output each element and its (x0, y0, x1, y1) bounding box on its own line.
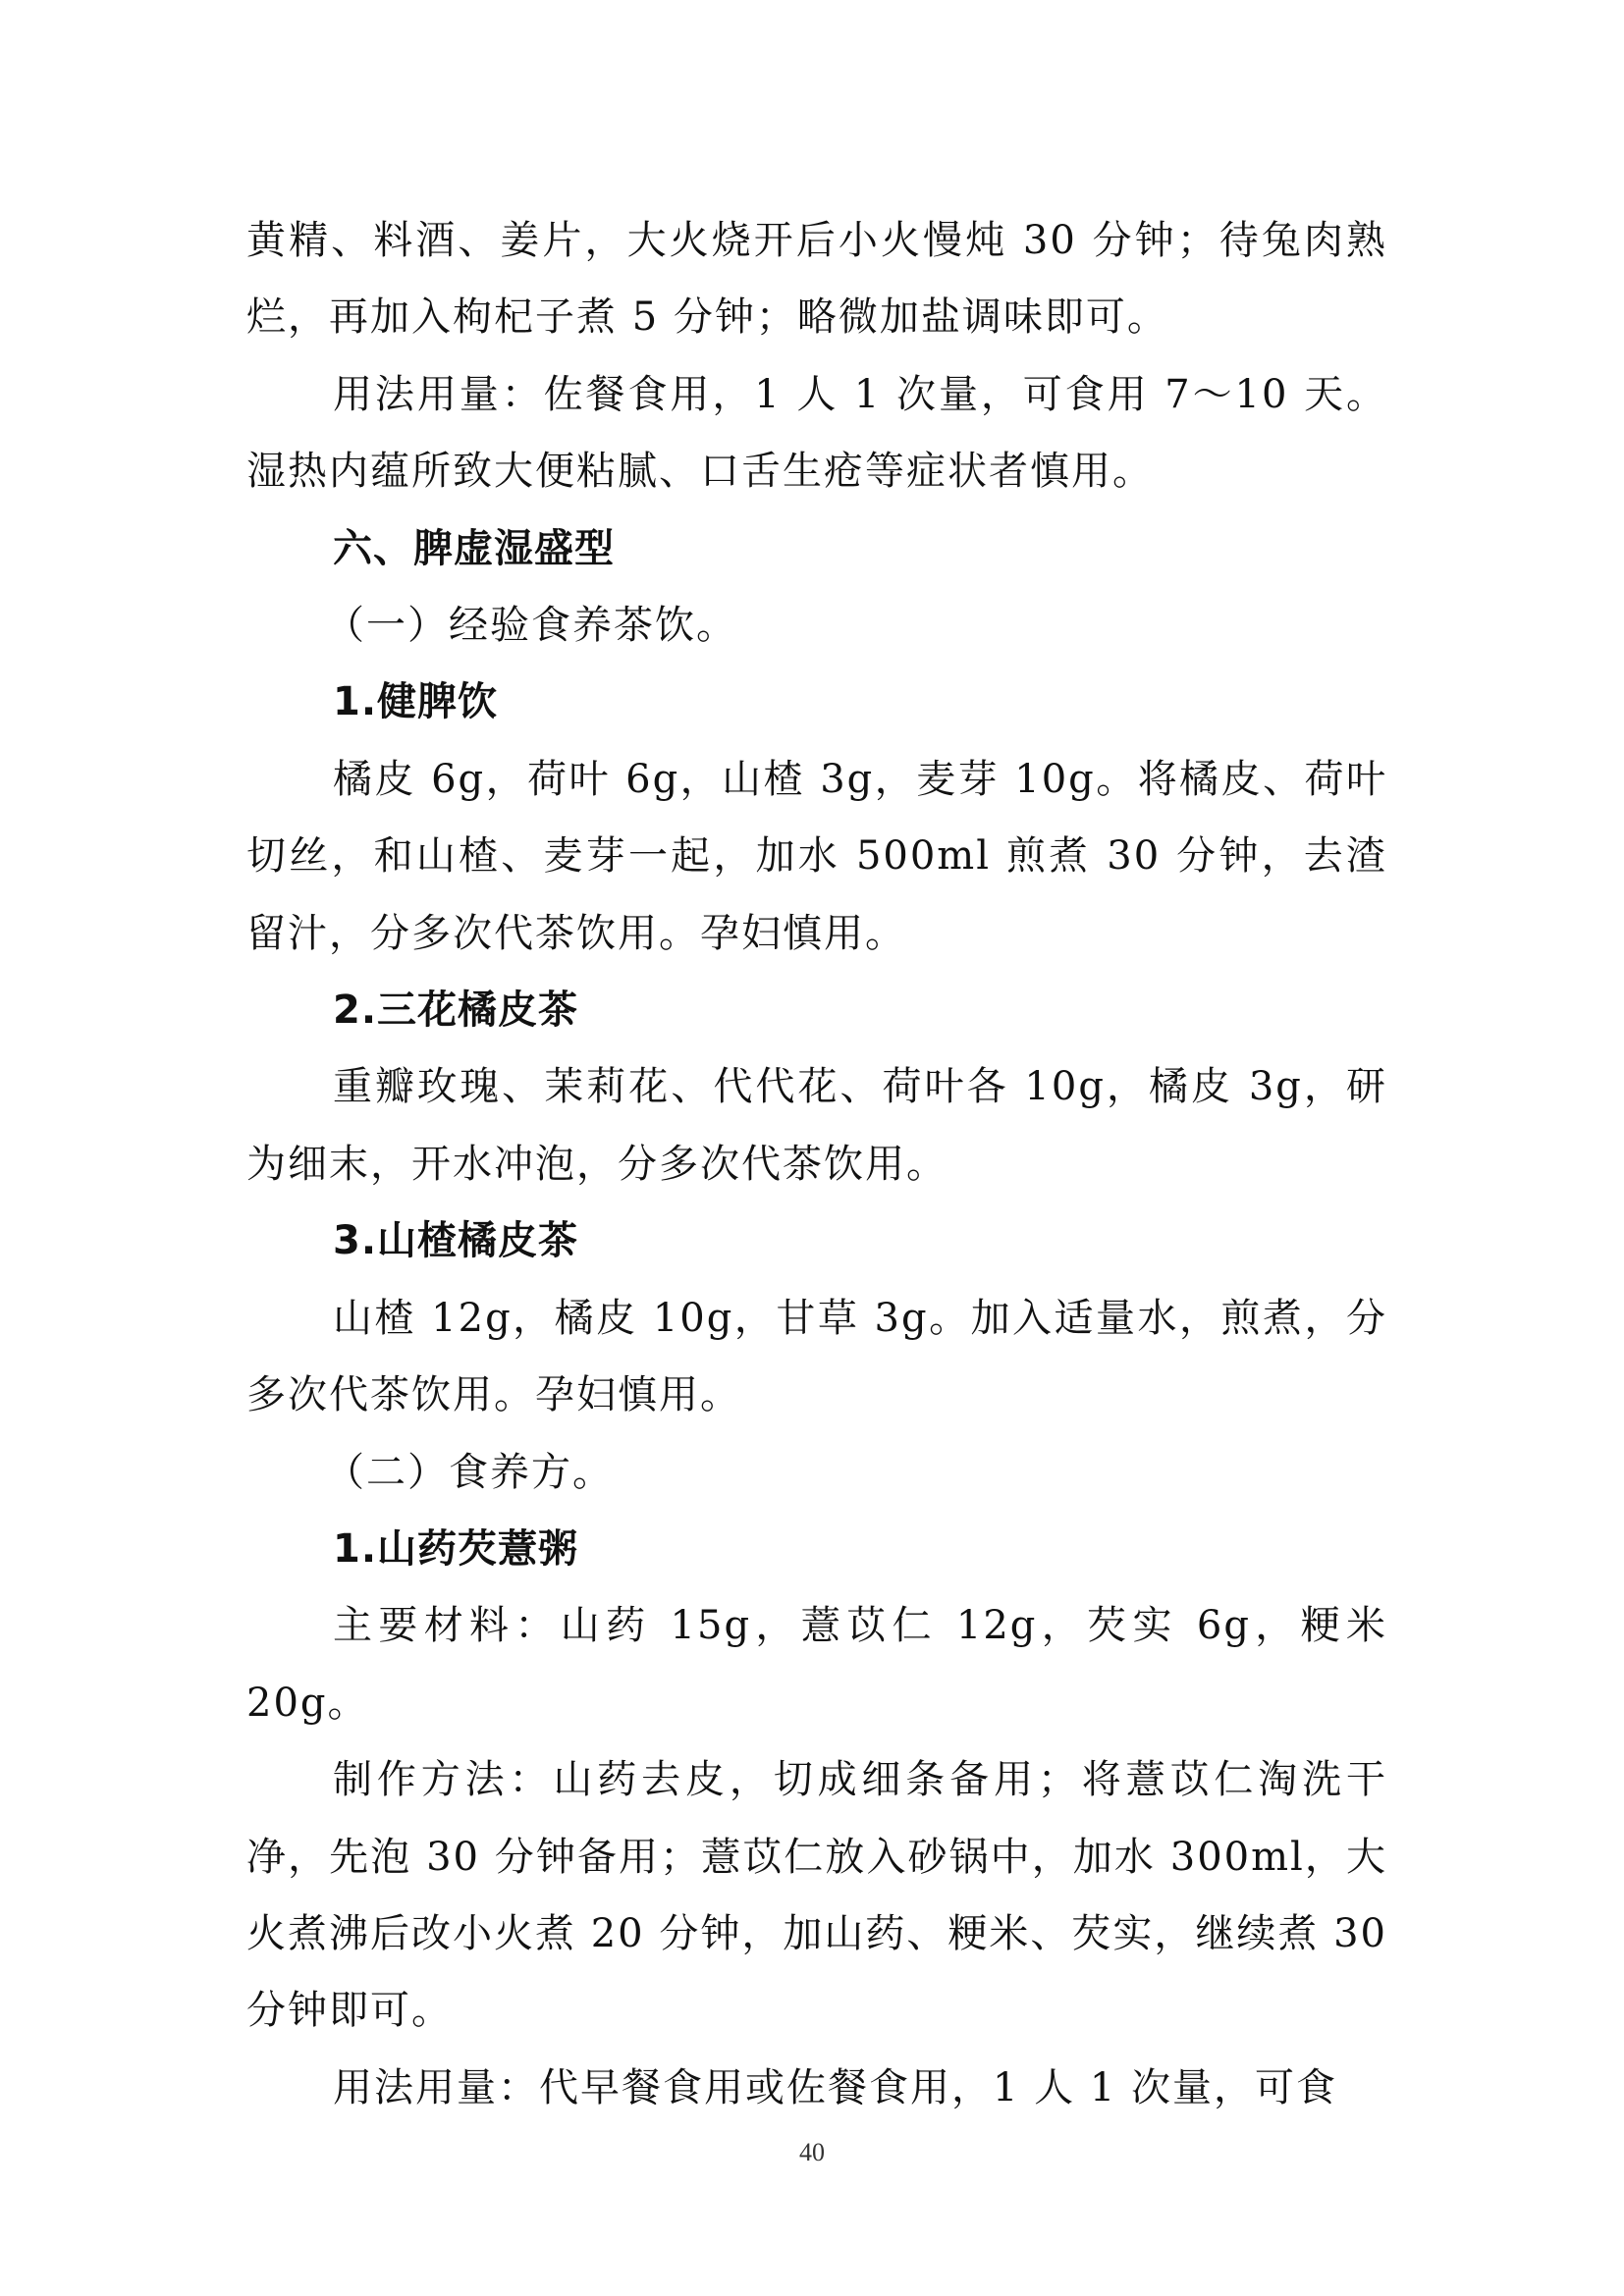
page-number: 40 (799, 2138, 825, 2166)
item-heading: 1.健脾饮 (333, 679, 499, 725)
subsection-heading: （二）食养方。 (325, 1449, 614, 1495)
paragraph-method: 制作方法：山药去皮，切成细条备用；将薏苡仁淘洗干净，先泡 30 分钟备用；薏苡仁放入砂锅中，加水 300ml，大火煮沸后改小火煮 20 分钟，加山药、粳米、芡实，继续煮 30 分钟即可。 (246, 1757, 1387, 2034)
paragraph: 山楂 12g，橘皮 10g，甘草 3g。加入适量水，煎煮，分多次代茶饮用。孕妇慎用。 (246, 1295, 1387, 1418)
item-heading: 3.山楂橘皮茶 (333, 1218, 579, 1264)
paragraph-materials: 主要材料：山药 15g，薏苡仁 12g，芡实 6g，粳米 20g。 (246, 1603, 1387, 1726)
paragraph: 黄精、料酒、姜片，大火烧开后小火慢炖 30 分钟；待兔肉熟烂，再加入枸杞子煮 5 分钟；略微加盐调味即可。 (246, 218, 1387, 341)
item-heading: 2.三花橘皮茶 (333, 988, 579, 1034)
paragraph-usage: 用法用量：佐餐食用，1 人 1 次量，可食用 7～10 天。湿热内蕴所致大便粘腻、口舌生疮等症状者慎用。 (246, 371, 1387, 495)
document-body (246, 202, 1387, 2126)
section-heading: 六、脾虚湿盛型 (333, 525, 615, 571)
paragraph-usage: 用法用量：代早餐食用或佐餐食用，1 人 1 次量，可食 (333, 2064, 1338, 2110)
subsection-heading: （一）经验食养茶饮。 (325, 603, 737, 649)
paragraph: 重瓣玫瑰、茉莉花、代代花、荷叶各 10g，橘皮 3g，研为细末，开水冲泡，分多次代茶饮用。 (246, 1064, 1387, 1187)
paragraph: 橘皮 6g，荷叶 6g，山楂 3g，麦芽 10g。将橘皮、荷叶切丝，和山楂、麦芽一起，加水 500ml 煎煮 30 分钟，去渣留汁，分多次代茶饮用。孕妇慎用。 (246, 756, 1387, 956)
item-heading: 1.山药芡薏粥 (333, 1525, 579, 1572)
